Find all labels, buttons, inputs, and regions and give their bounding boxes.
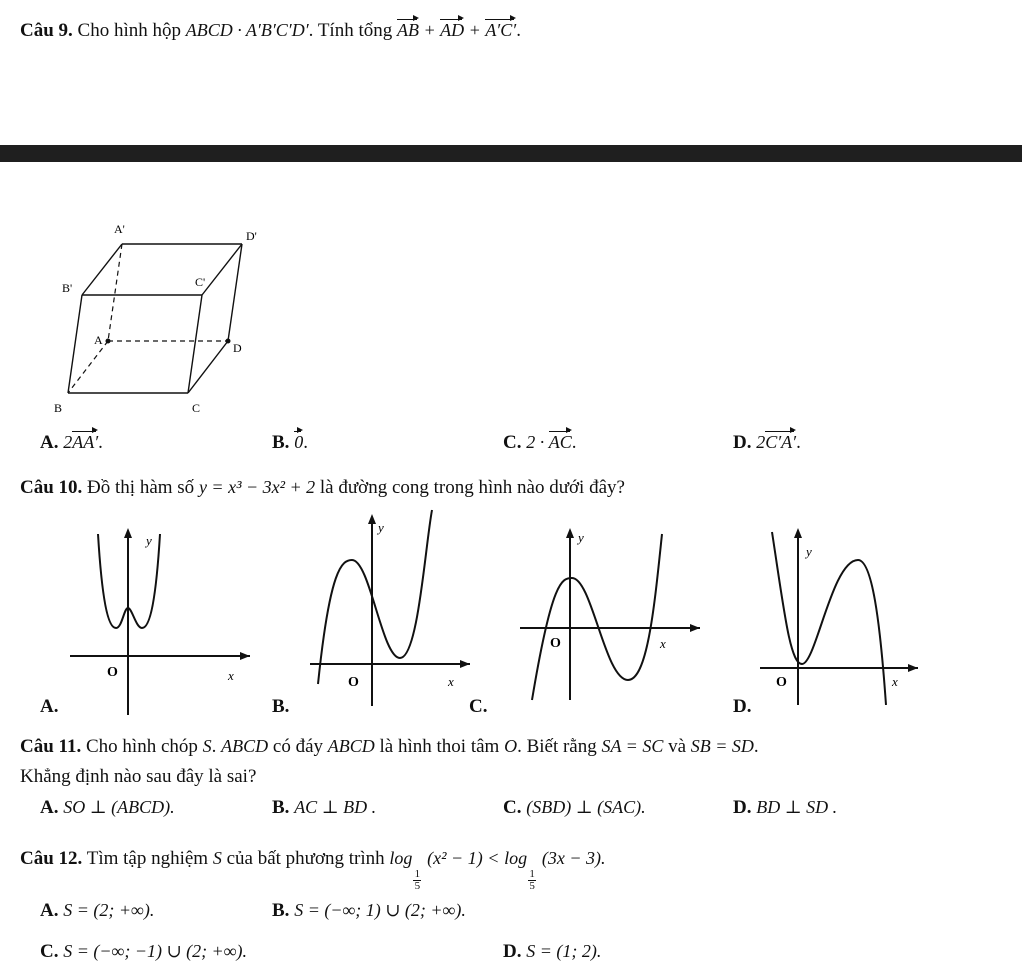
label-a1: A' [114,222,125,236]
graph-d-y: y [806,544,812,559]
graph-a-o: O [107,665,118,680]
q10-text2: là đường cong trong hình nào dưới đây? [319,477,625,498]
q9-option-a[interactable] [40,432,103,454]
label-c: C [192,401,201,415]
q12-frac1-num: 1 [414,868,421,880]
q11-line2: Khẳng định nào sau đây là sai? [20,766,257,787]
q9-option-b-vec: 0 [294,432,304,452]
q9-option-d-pre: 2 [756,432,766,452]
box-figure [40,220,270,420]
q10-text1: Đồ thị hàm số [87,477,195,498]
graph-b-y: y [378,520,384,535]
q12-option-d-label: D. [503,941,522,962]
label-a: A [94,333,103,347]
q12-arg2: (3x − 3). [541,848,606,868]
q11-eq2: SB = SD [690,736,754,756]
graph-a-x: x [228,668,234,683]
graph-c-x: x [660,636,666,651]
q9-text1: Cho hình hộp [77,20,181,41]
q11-s: S [202,736,212,756]
q12-option-a[interactable] [40,900,154,922]
graph-c-o: O [550,636,561,651]
graph-c-y: y [578,530,584,545]
q11-text2: . [211,736,217,757]
q12-option-c[interactable] [40,941,247,963]
q12-frac2-den: 5 [529,880,535,892]
q9-option-b-label: B. [272,432,290,453]
graph-b-o: O [348,675,359,690]
q11-option-a-text: SO ⊥ (ABCD). [63,797,175,817]
q9-option-d-label: D. [733,432,752,453]
q9-option-b-post: . [303,432,308,453]
q11-text4: là hình thoi tâm [379,736,500,757]
q9-plus1: + [423,20,436,40]
q12-arg1: (x² − 1) < [427,848,500,868]
label-c1: C' [195,275,206,289]
q9-text2: . Tính tổng [308,20,393,41]
q9-option-a-pre: 2 [63,432,73,452]
q11-text1: Cho hình chóp [86,736,198,757]
graph-a-y: y [146,533,152,548]
q10-line [20,477,625,499]
graph-b-x: x [448,674,454,689]
q12-frac2 [528,869,536,892]
q9-vec-a1c1: A′C′ [485,20,517,40]
q9-option-c-vec: AC [548,432,572,452]
q9-option-c[interactable] [503,432,577,454]
q9-option-c-pre: 2 · [526,432,549,452]
q12-frac2-num: 1 [529,868,535,880]
dark-divider [0,145,1022,162]
graph-d-x: x [892,674,898,689]
q11-option-d-text: BD ⊥ SD . [756,797,838,817]
q11-abcd: ABCD [221,736,269,756]
q9-vec-ad: AD [440,20,465,40]
q12-frac1 [413,869,421,892]
q11-option-d[interactable] [733,797,837,819]
q11-label: Câu 11. [20,736,82,757]
q12-option-c-text: S = (−∞; −1) ∪ (2; +∞). [63,941,248,961]
q12-frac1-den: 5 [414,880,421,892]
q9-option-d-post: . [796,432,801,453]
q9-end: . [516,20,521,41]
q12-s: S [212,848,222,868]
q9-line [20,20,521,42]
q9-label: Câu 9. [20,20,73,41]
q9-option-a-post: . [98,432,103,453]
q9-option-b[interactable] [272,432,308,454]
q11-end: . [753,736,759,757]
label-d1: D' [246,229,257,243]
q12-option-a-text: S = (2; +∞). [63,900,155,920]
q11-va: và [668,736,687,757]
q9-option-c-post: . [571,432,577,453]
graph-a-label: A. [40,696,59,717]
q12-option-b[interactable] [272,900,466,922]
q11-option-d-label: D. [733,797,752,818]
label-d: D [233,341,242,355]
q11-text5: . Biết rằng [517,736,597,757]
q9-option-a-vec: AA′ [72,432,99,452]
q11-line1 [20,736,759,758]
q11-option-b-text: AC ⊥ BD . [294,797,377,817]
q11-eq1: SA = SC [601,736,664,756]
graph-d-o: O [776,675,787,690]
q12-option-b-label: B. [272,900,290,921]
q11-option-b[interactable] [272,797,376,819]
q9-option-d[interactable] [733,432,801,454]
graph-c-label: C. [469,696,488,717]
graph-b[interactable] [270,508,470,708]
graph-a[interactable] [40,520,250,720]
q12-log2: log [504,848,528,868]
q11-option-a[interactable] [40,797,175,819]
q12-text1: Tìm tập nghiệm [86,848,209,869]
q11-option-b-label: B. [272,797,290,818]
q11-o: O [504,736,518,756]
q11-option-c[interactable] [503,797,646,819]
q12-option-b-text: S = (−∞; 1) ∪ (2; +∞). [294,900,466,920]
q12-label: Câu 12. [20,848,83,869]
graph-b-label: B. [272,696,290,717]
q12-option-d-text: S = (1; 2). [526,941,602,961]
q9-option-d-vec: C′A′ [765,432,797,452]
graph-d-label: D. [733,696,752,717]
q9-vec-ab: AB [397,20,419,40]
q12-log1: log [389,848,413,868]
q12-option-a-label: A. [40,900,59,921]
q11-abcd2: ABCD [327,736,375,756]
graph-c[interactable] [500,520,700,705]
q12-text2: của bất phương trình [226,848,385,869]
q11-text3: có đáy [272,736,324,757]
q11-option-a-label: A. [40,797,59,818]
q9-option-c-label: C. [503,432,522,453]
q10-label: Câu 10. [20,477,83,498]
q10-func: y = x³ − 3x² + 2 [198,477,316,497]
q9-option-a-label: A. [40,432,59,453]
q12-line [20,848,605,892]
label-b1: B' [62,281,73,295]
q12-option-d[interactable] [503,941,601,963]
q9-plus2: + [468,20,481,40]
q9-box: ABCD · A′B′C′D′ [185,20,309,40]
label-b: B [54,401,63,415]
graph-d[interactable] [740,520,920,705]
q12-option-c-label: C. [40,941,59,962]
q11-option-c-text: (SBD) ⊥ (SAC). [526,797,646,817]
q11-option-c-label: C. [503,797,522,818]
